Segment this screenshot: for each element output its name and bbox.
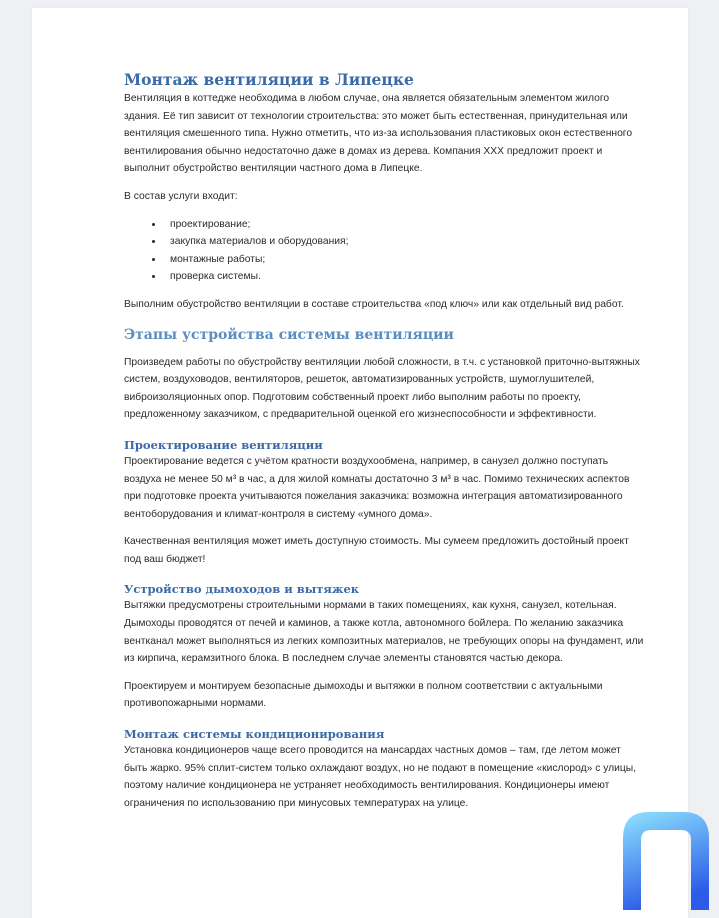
ac-paragraph: Установка кондиционеров чаще всего проводится на мансардах частных домов – там, где летом может быть жарко. 95% сплит-систем только охлаждают воздух, но не подают в помещение «кислород» с улицы, поэтому наличие кондиционера не устраняет необходимость вентилирования. Кондиционеры имеют ограничения по использованию при минусовых температурах на улице. bbox=[124, 745, 637, 809]
chimney-heading: Устройство дымоходов и вытяжек bbox=[124, 582, 360, 597]
arch-logo-icon bbox=[621, 808, 711, 912]
services-intro: В состав услуги входит: bbox=[124, 190, 238, 202]
ac-heading: Монтаж системы кондиционирования bbox=[124, 727, 385, 742]
stages-heading: Этапы устройства системы вентиляции bbox=[124, 326, 454, 343]
design-heading: Проектирование вентиляции bbox=[124, 437, 323, 452]
list-item: • закупка материалов и оборудования; bbox=[164, 233, 644, 251]
page-title: Монтаж вентиляции в Липецке bbox=[124, 70, 414, 89]
stages-paragraph: Произведем работы по обустройству вентиляции любой сложности, в т.ч. с установкой приточно-вытяжных систем, воздуховодов, вентиляторов, решеток, автоматизированных устройств, шумоглушителей, виброизоляционных опор. Подготовим собственный проект либо выполним работы по проекту, предложенному заказчиком, с предварительной оценкой его жизнеспособности и эффективности. bbox=[124, 356, 640, 421]
turnkey-paragraph: Выполним обустройство вентиляции в составе строительства «под ключ» или как отдельный вид работ. bbox=[124, 298, 624, 310]
list-item: • монтажные работы; bbox=[164, 251, 644, 269]
services-list bbox=[124, 216, 644, 286]
design-paragraph: Проектирование ведется с учётом кратности воздухообмена, например, в санузел должно поступать воздуха не менее 50 м³ в час, а для жилой комнаты достаточно 3 м³ в час. Помимо технических аспектов при подготовке проекта учитываются пожелания заказчика: возможна интеграция автоматизированного вентоборудования и климат-контроля в систему «умного дома». bbox=[124, 455, 630, 520]
intro-paragraph: Вентиляция в коттедже необходима в любом случае, она является обязательным элементом жилого здания. Её тип зависит от технологии строительства: это может быть естественная, принудительная или вентиляция смешенного типа. Нужно отметить, что из-за использования пластиковых окон естественного вентилирования обычно недостаточно даже в домах из дерева. Компания ХХХ предложит проект и выполнит обустройство вентиляции частного дома в Липецке. bbox=[124, 93, 633, 175]
chimney-safety-paragraph: Проектируем и монтируем безопасные дымоходы и вытяжки в полном соответствии с актуальными противопожарными нормами. bbox=[124, 680, 603, 710]
document-content bbox=[124, 70, 644, 812]
chimney-paragraph: Вытяжки предусмотрены строительными нормами в таких помещениях, как кухня, санузел, котельная. Дымоходы проводятся от печей и каминов, а также котла, автономного бойлера. По желанию заказчика вентканал может выполняться из легких композитных материалов, не требующих опоры на фундамент, или из кирпича, керамзитного блока. В последнем случае элементы становятся частью декора. bbox=[124, 600, 644, 665]
design-price-paragraph: Качественная вентиляция может иметь доступную стоимость. Мы сумеем предложить достойный проект под ваш бюджет! bbox=[124, 536, 629, 565]
list-item: • проектирование; bbox=[164, 216, 644, 234]
list-item: • проверка системы. bbox=[164, 268, 644, 286]
document-page bbox=[32, 8, 688, 918]
